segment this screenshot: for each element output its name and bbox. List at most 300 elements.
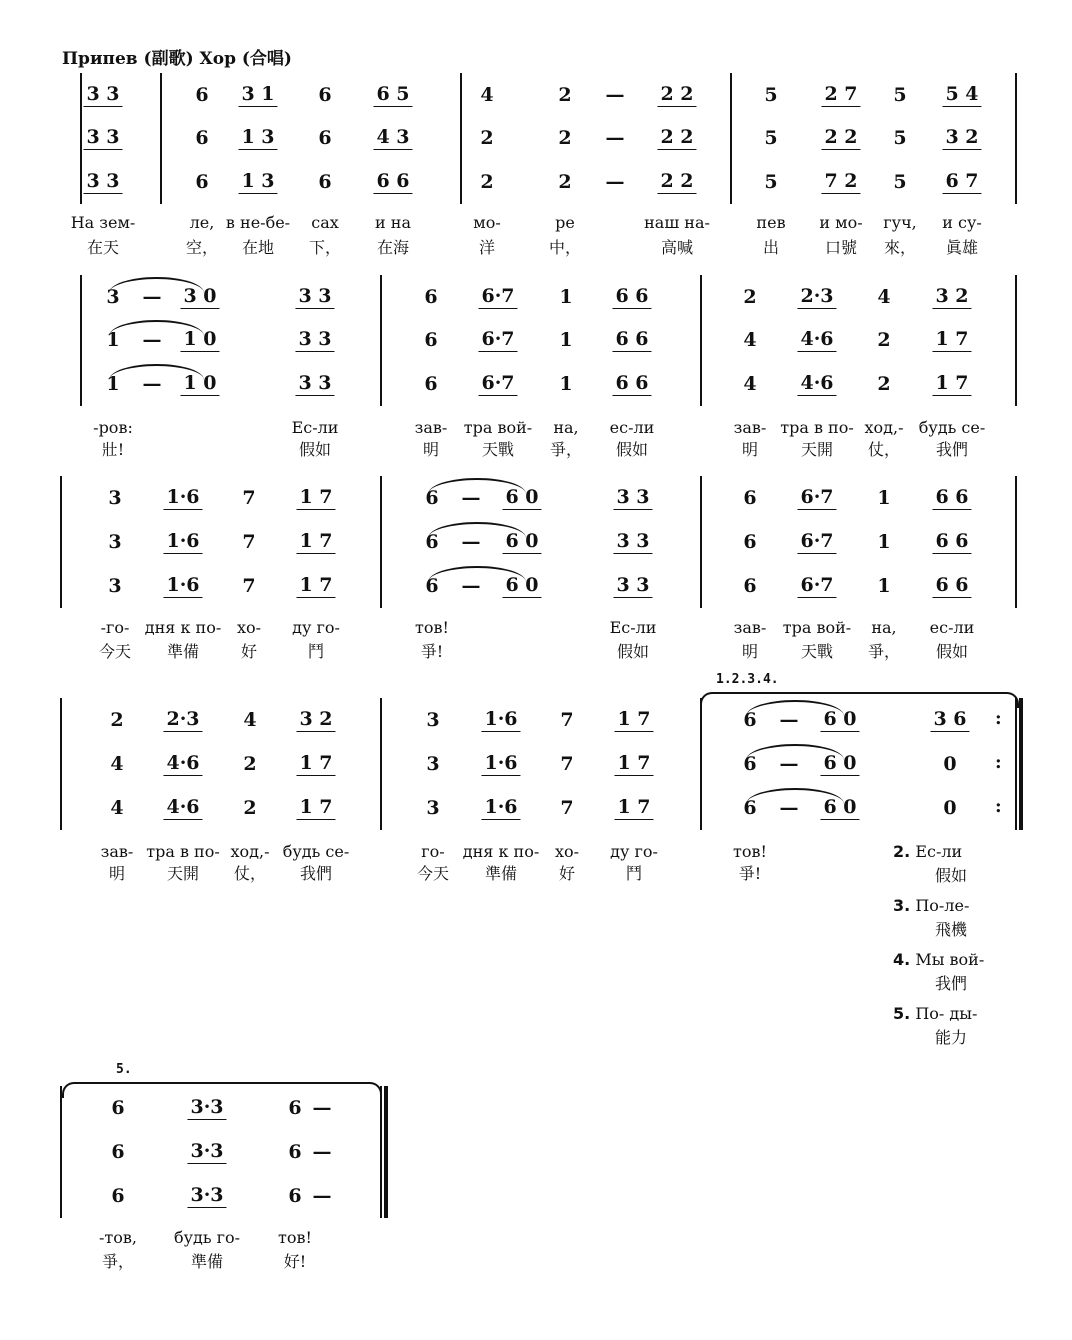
lyric-ru: ход,- [864, 418, 904, 437]
note: 6 [111, 1185, 125, 1207]
barline [80, 73, 82, 204]
note: 1 [559, 329, 573, 351]
note: 6 [424, 329, 438, 351]
barline [1015, 476, 1017, 608]
note: 6 [195, 84, 209, 106]
note: 1 0 [180, 328, 219, 352]
note: — [605, 171, 625, 193]
lyric-ru: -тов, [99, 1228, 137, 1247]
note: 3 3 [295, 285, 334, 309]
note: 6 6 [932, 530, 971, 554]
barline [160, 73, 162, 204]
lyric-ru: тра в по- [146, 842, 220, 861]
note: 6 0 [820, 796, 859, 820]
barline [460, 73, 462, 204]
note: 5 4 [942, 83, 981, 107]
note: 6 6 [612, 285, 651, 309]
note: 3·3 [187, 1184, 226, 1208]
repeat-dots: : [995, 708, 1002, 729]
note: 7 [242, 575, 256, 597]
note: 6 [318, 84, 332, 106]
note: 1·6 [163, 530, 202, 554]
note: 3 3 [83, 170, 122, 194]
note: 5 [893, 127, 907, 149]
verse-ru: По-ле- [915, 896, 970, 915]
lyric-ru: тра вой- [782, 618, 852, 637]
lyric-ru: зав- [733, 618, 767, 637]
note: 1 7 [296, 574, 335, 598]
note: 6 [424, 373, 438, 395]
note: 6 [288, 1141, 302, 1163]
volta-label: 5. [116, 1062, 132, 1077]
lyric-zh: 爭， [549, 440, 583, 459]
lyric-ru: ду го- [610, 842, 658, 861]
note: 6 0 [502, 486, 541, 510]
note: 2 [743, 286, 757, 308]
lyric-ru: -го- [100, 618, 130, 637]
note: — [142, 329, 162, 351]
note: — [142, 373, 162, 395]
note: 6 [743, 797, 757, 819]
lyric-ru: пев [756, 213, 786, 232]
note: 3 3 [613, 486, 652, 510]
note: 4·6 [163, 752, 202, 776]
note: — [779, 797, 799, 819]
lyric-ru: Ес-ли [609, 618, 657, 637]
lyric-zh: 出 [762, 238, 780, 257]
lyric-zh: 假如 [298, 440, 332, 459]
slur [428, 522, 526, 538]
note: 1 0 [180, 372, 219, 396]
lyric-ru: дня к по- [144, 618, 222, 637]
note: — [461, 575, 481, 597]
barline [80, 275, 82, 406]
note: 2 [110, 709, 124, 731]
note: 3 3 [613, 574, 652, 598]
note: 7 [560, 753, 574, 775]
lyric-zh: 來， [883, 238, 917, 257]
lyric-zh: 今天 [416, 864, 450, 883]
lyric-ru: зав- [100, 842, 134, 861]
lyric-zh: 明 [108, 864, 126, 883]
note: — [312, 1141, 332, 1163]
note: 1·6 [481, 708, 520, 732]
slur [428, 478, 526, 494]
note: — [461, 531, 481, 553]
lyric-zh: 中， [548, 238, 582, 257]
note: 6 6 [612, 372, 651, 396]
note: 1 7 [614, 752, 653, 776]
barline [700, 698, 702, 830]
note: 1 7 [614, 796, 653, 820]
lyric-zh: 準備 [166, 642, 200, 661]
verse-ru: Ес-ли [915, 842, 963, 861]
note: 6·7 [478, 285, 517, 309]
verse-ru: По- ды- [915, 1004, 978, 1023]
lyric-ru: ход,- [230, 842, 270, 861]
lyric-ru: На зем- [70, 213, 136, 232]
note: — [312, 1097, 332, 1119]
note: 3 3 [295, 372, 334, 396]
note: 1·6 [163, 574, 202, 598]
note: — [312, 1185, 332, 1207]
note: 1 [877, 575, 891, 597]
lyric-zh: 我們 [935, 440, 969, 459]
lyric-zh: 好 [558, 864, 576, 883]
barline [1015, 698, 1017, 830]
note: 6 0 [502, 574, 541, 598]
lyric-zh: 爭， [867, 642, 901, 661]
repeat-dots: : [995, 796, 1002, 817]
lyric-ru: хо- [236, 618, 262, 637]
lyric-ru: наш на- [644, 213, 710, 232]
note: — [605, 127, 625, 149]
lyric-ru: тра вой- [463, 418, 533, 437]
note: — [779, 753, 799, 775]
note: 6·7 [797, 486, 836, 510]
barline [730, 73, 732, 204]
note: 3 0 [180, 285, 219, 309]
lyric-ru: тра в по- [780, 418, 854, 437]
note: 2 [480, 171, 494, 193]
note: 2 [558, 171, 572, 193]
section-title: Припев (副歌) Хор (合唱) [62, 49, 292, 69]
note: 6 [318, 127, 332, 149]
note: 2·3 [797, 285, 836, 309]
lyric-ru: и су- [942, 213, 982, 232]
note: 5 [764, 171, 778, 193]
note: 2 [480, 127, 494, 149]
lyric-zh: 爭! [420, 642, 444, 661]
note: 6 [318, 171, 332, 193]
note: 1 [106, 329, 120, 351]
note: 4 [110, 797, 124, 819]
note: 6 7 [942, 170, 981, 194]
note: 3 2 [932, 285, 971, 309]
barline [1015, 275, 1017, 406]
lyric-zh: 洋 [478, 238, 496, 257]
note: 6 0 [502, 530, 541, 554]
note: 3 2 [296, 708, 335, 732]
note: — [461, 487, 481, 509]
lyric-zh: 口號 [824, 238, 858, 257]
note: 1 7 [296, 486, 335, 510]
note: 2 [243, 797, 257, 819]
lyric-zh: 爭， [101, 1252, 135, 1271]
note: 6 [743, 487, 757, 509]
lyric-ru: дня к по- [462, 842, 540, 861]
note: 6 [425, 531, 439, 553]
lyric-ru: в не-бе- [225, 213, 291, 232]
note: 1 7 [296, 752, 335, 776]
verse-zh: 能力 [935, 1028, 968, 1047]
lyric-zh: 天戰 [481, 440, 515, 459]
note: 6 [743, 531, 757, 553]
note: 3 1 [238, 83, 277, 107]
note: 0 [943, 753, 957, 775]
note: 6·7 [478, 372, 517, 396]
lyric-ru: хо- [554, 842, 580, 861]
note: 2 [558, 127, 572, 149]
note: 4 [480, 84, 494, 106]
note: 6 [195, 171, 209, 193]
note: 4 3 [373, 126, 412, 150]
lyric-ru: на, [871, 618, 897, 637]
note: 6 [424, 286, 438, 308]
lyric-zh: 壯! [101, 440, 125, 459]
note: 0 [943, 797, 957, 819]
note: 5 [893, 171, 907, 193]
note: 1·6 [163, 486, 202, 510]
lyric-ru: будь го- [173, 1228, 241, 1247]
note: 1 3 [238, 126, 277, 150]
note: 1 [106, 373, 120, 395]
lyric-zh: 鬥 [307, 642, 325, 661]
verse-zh: 假如 [935, 866, 968, 885]
note: 1 7 [296, 530, 335, 554]
lyric-ru: -ров: [93, 418, 133, 437]
note: 6 0 [820, 708, 859, 732]
note: 1 [877, 531, 891, 553]
note: 7 [560, 709, 574, 731]
note: 4·6 [797, 328, 836, 352]
lyric-zh: 好 [240, 642, 258, 661]
lyric-zh: 天開 [800, 440, 834, 459]
lyric-ru: тов! [733, 842, 767, 861]
note: 3·3 [187, 1096, 226, 1120]
lyric-ru: тов! [278, 1228, 312, 1247]
note: 6 [111, 1097, 125, 1119]
note: 2 [877, 373, 891, 395]
note: 4·6 [797, 372, 836, 396]
final-barline [384, 1086, 388, 1218]
lyric-zh: 假如 [615, 440, 649, 459]
note: 1·6 [481, 796, 520, 820]
lyric-ru: ду го- [292, 618, 340, 637]
lyric-zh: 天戰 [800, 642, 834, 661]
note: 2 2 [657, 170, 696, 194]
note: 7 [560, 797, 574, 819]
note: 3 2 [942, 126, 981, 150]
barline [60, 476, 62, 608]
barline [60, 698, 62, 830]
note: 1 3 [238, 170, 277, 194]
lyric-zh: 仗， [233, 864, 267, 883]
note: 6·7 [797, 530, 836, 554]
lyric-zh: 在天 [86, 238, 120, 257]
note: 7 2 [821, 170, 860, 194]
note: — [142, 286, 162, 308]
verse-number: 5. [893, 1004, 911, 1023]
lyric-zh: 今天 [98, 642, 132, 661]
note: 1·6 [481, 752, 520, 776]
note: 6 [743, 753, 757, 775]
note: 7 [242, 487, 256, 509]
verse-3 [893, 894, 984, 942]
note: 2 2 [821, 126, 860, 150]
lyric-zh: 爭! [738, 864, 762, 883]
note: 1 [559, 373, 573, 395]
note: 1 [877, 487, 891, 509]
note: 5 [764, 84, 778, 106]
note: 3 3 [83, 83, 122, 107]
note: 6·7 [797, 574, 836, 598]
verse-number: 2. [893, 842, 911, 861]
lyric-zh: 在地 [241, 238, 275, 257]
verse-ru: Мы вой- [915, 950, 985, 969]
lyric-zh: 在海 [376, 238, 410, 257]
barline [380, 275, 382, 406]
barline [1015, 73, 1017, 204]
lyric-ru: и мо- [819, 213, 863, 232]
slur [109, 277, 204, 293]
note: 3 3 [613, 530, 652, 554]
lyric-zh: 假如 [935, 642, 969, 661]
note: 3 [426, 797, 440, 819]
note: 3 [426, 709, 440, 731]
note: 3·3 [187, 1140, 226, 1164]
note: 5 [893, 84, 907, 106]
note: 1 7 [614, 708, 653, 732]
volta-label: 1.2.3.4. [716, 672, 779, 687]
barline [700, 275, 702, 406]
note: 6 5 [373, 83, 412, 107]
verse-zh: 我們 [935, 974, 968, 993]
lyric-ru: мо- [473, 213, 501, 232]
note: 1 7 [296, 796, 335, 820]
note: 2 [558, 84, 572, 106]
lyric-zh: 明 [422, 440, 440, 459]
barline [60, 1086, 62, 1218]
lyric-zh: 空， [185, 238, 219, 257]
note: 2 2 [657, 126, 696, 150]
verse-4 [893, 948, 984, 996]
note: 3 [108, 531, 122, 553]
barline [380, 1086, 382, 1218]
lyric-zh: 好! [283, 1252, 307, 1271]
note: 6 [425, 575, 439, 597]
note: 4 [110, 753, 124, 775]
note: 6 6 [612, 328, 651, 352]
note: 5 [764, 127, 778, 149]
verse-zh: 飛機 [935, 920, 968, 939]
note: 3 [108, 575, 122, 597]
note: 6 [111, 1141, 125, 1163]
note: 6 [425, 487, 439, 509]
note: 6 6 [932, 574, 971, 598]
note: 2 7 [821, 83, 860, 107]
verse-5 [893, 1002, 984, 1050]
lyric-zh: 下， [308, 238, 342, 257]
lyric-zh: 假如 [616, 642, 650, 661]
note: 2 [243, 753, 257, 775]
note: 6 [288, 1185, 302, 1207]
note: 4·6 [163, 796, 202, 820]
note: 6 [743, 575, 757, 597]
note: 6 [743, 709, 757, 731]
note: 1 [559, 286, 573, 308]
slur [746, 788, 844, 804]
verse-2 [893, 840, 984, 888]
note: 1 7 [932, 328, 971, 352]
lyric-ru: на, [553, 418, 579, 437]
lyric-ru: ес-ли [929, 618, 975, 637]
lyric-ru: Ес-ли [291, 418, 339, 437]
lyric-ru: гуч, [883, 213, 917, 232]
lyric-zh: 高喊 [660, 238, 694, 257]
lyric-ru: тов! [415, 618, 449, 637]
barline [700, 476, 702, 608]
verse-list [893, 840, 984, 1050]
lyric-zh: 仗， [867, 440, 901, 459]
final-barline [1019, 698, 1023, 830]
note: 6 0 [820, 752, 859, 776]
note: 3 6 [930, 708, 969, 732]
lyric-zh: 明 [741, 642, 759, 661]
note: 4 [743, 373, 757, 395]
lyric-ru: го- [421, 842, 445, 861]
note: 4 [243, 709, 257, 731]
lyric-ru: будь се- [918, 418, 986, 437]
slur [109, 320, 204, 336]
note: 1 7 [932, 372, 971, 396]
lyric-ru: зав- [733, 418, 767, 437]
slur [746, 744, 844, 760]
barline [380, 698, 382, 830]
lyric-zh: 準備 [190, 1252, 224, 1271]
lyric-ru: ес-ли [609, 418, 655, 437]
note: — [779, 709, 799, 731]
verse-number: 3. [893, 896, 911, 915]
lyric-zh: 眞雄 [945, 238, 979, 257]
volta-bracket [700, 692, 1019, 708]
barline [380, 476, 382, 608]
note: 3 3 [83, 126, 122, 150]
lyric-zh: 天開 [166, 864, 200, 883]
note: 3 [426, 753, 440, 775]
note: 4 [877, 286, 891, 308]
lyric-zh: 我們 [299, 864, 333, 883]
lyric-zh: 準備 [484, 864, 518, 883]
lyric-ru: и на [375, 213, 411, 232]
note: 2 [877, 329, 891, 351]
note: 4 [743, 329, 757, 351]
repeat-dots: : [995, 752, 1002, 773]
note: 2 2 [657, 83, 696, 107]
lyric-ru: ре [555, 213, 575, 232]
note: 6·7 [478, 328, 517, 352]
note: 6 [288, 1097, 302, 1119]
lyric-ru: будь се- [282, 842, 350, 861]
note: 3 [106, 286, 120, 308]
slur [109, 364, 204, 380]
note: 6 6 [373, 170, 412, 194]
note: — [605, 84, 625, 106]
verse-number: 4. [893, 950, 911, 969]
lyric-zh: 鬥 [625, 864, 643, 883]
note: 7 [242, 531, 256, 553]
lyric-zh: 明 [741, 440, 759, 459]
note: 3 [108, 487, 122, 509]
note: 6 6 [932, 486, 971, 510]
lyric-ru: ле, [189, 213, 215, 232]
lyric-ru: зав- [414, 418, 448, 437]
note: 3 3 [295, 328, 334, 352]
note: 2·3 [163, 708, 202, 732]
slur [428, 566, 526, 582]
lyric-ru: сах [311, 213, 339, 232]
note: 6 [195, 127, 209, 149]
